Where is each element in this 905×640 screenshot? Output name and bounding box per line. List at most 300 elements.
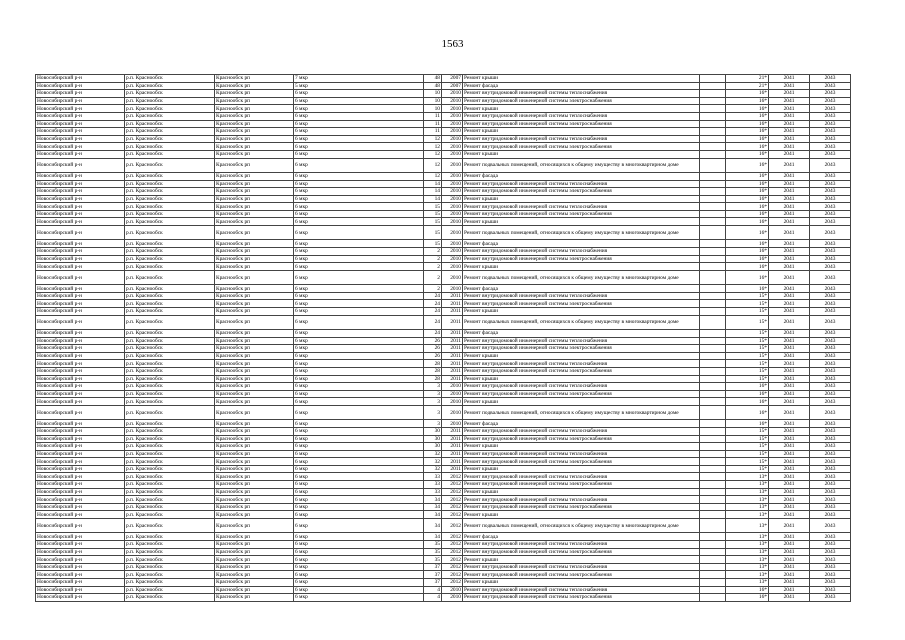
locality-cell: Краснообск рп — [215, 75, 294, 83]
dash-cell — [700, 450, 726, 458]
district-cell: Новосибирский р-н — [36, 481, 125, 489]
district-cell: Новосибирский р-н — [36, 383, 125, 391]
street-cell: 6 мкр — [294, 90, 424, 98]
settlement-cell: р.п. Краснообск — [125, 345, 215, 353]
year-built-cell: 2010 — [442, 203, 463, 211]
work-type-cell: Ремонт внутридомовой инженерной системы теплоснабжения — [463, 112, 700, 120]
plan-end-cell: 2043 — [810, 143, 851, 151]
district-cell: Новосибирский р-н — [36, 579, 125, 587]
district-cell: Новосибирский р-н — [36, 300, 125, 308]
years-cell: 16* — [726, 420, 769, 428]
year-built-cell: 2012 — [442, 488, 463, 496]
table-row — [36, 405, 851, 419]
dash-cell — [700, 503, 726, 511]
street-cell: 6 мкр — [294, 556, 424, 564]
years-cell: 13* — [726, 579, 769, 587]
plan-start-cell: 2041 — [769, 541, 810, 549]
street-cell: 6 мкр — [294, 465, 424, 473]
work-type-cell: Ремонт внутридомовой инженерной системы электроснабжения — [463, 503, 700, 511]
table-row — [36, 112, 851, 120]
work-type-cell: Ремонт внутридомовой инженерной системы теплоснабжения — [463, 337, 700, 345]
plan-start-cell: 2041 — [769, 97, 810, 105]
settlement-cell: р.п. Краснообск — [125, 390, 215, 398]
locality-cell: Краснообск рп — [215, 360, 294, 368]
plan-end-cell: 2043 — [810, 75, 851, 83]
plan-end-cell: 2043 — [810, 352, 851, 360]
dash-cell — [700, 533, 726, 541]
district-cell: Новосибирский р-н — [36, 405, 125, 419]
district-cell: Новосибирский р-н — [36, 375, 125, 383]
settlement-cell: р.п. Краснообск — [125, 594, 215, 602]
locality-cell: Краснообск рп — [215, 496, 294, 504]
plan-end-cell: 2043 — [810, 548, 851, 556]
year-built-cell: 2007 — [442, 82, 463, 90]
year-built-cell: 2011 — [442, 435, 463, 443]
plan-start-cell: 2041 — [769, 75, 810, 83]
street-cell: 6 мкр — [294, 420, 424, 428]
year-built-cell: 2011 — [442, 427, 463, 435]
plan-start-cell: 2041 — [769, 112, 810, 120]
dash-cell — [700, 120, 726, 128]
work-type-cell: Ремонт внутридомовой инженерной системы теплоснабжения — [463, 180, 700, 188]
year-built-cell: 2010 — [442, 195, 463, 203]
table-row — [36, 571, 851, 579]
plan-end-cell: 2043 — [810, 203, 851, 211]
district-cell: Новосибирский р-н — [36, 594, 125, 602]
table-row — [36, 579, 851, 587]
plan-start-cell: 2041 — [769, 337, 810, 345]
street-cell: 6 мкр — [294, 97, 424, 105]
year-built-cell: 2012 — [442, 556, 463, 564]
street-cell: 6 мкр — [294, 263, 424, 271]
street-cell: 6 мкр — [294, 270, 424, 284]
district-cell: Новосибирский р-н — [36, 488, 125, 496]
house-cell: 11 — [424, 128, 442, 136]
street-cell: 6 мкр — [294, 519, 424, 533]
years-cell: 16* — [726, 180, 769, 188]
plan-end-cell: 2043 — [810, 112, 851, 120]
year-built-cell: 2012 — [442, 571, 463, 579]
dash-cell — [700, 300, 726, 308]
district-cell: Новосибирский р-н — [36, 90, 125, 98]
settlement-cell: р.п. Краснообск — [125, 533, 215, 541]
house-cell: 26 — [424, 337, 442, 345]
work-type-cell: Ремонт внутридомовой инженерной системы электроснабжения — [463, 571, 700, 579]
year-built-cell: 2010 — [442, 188, 463, 196]
work-type-cell: Ремонт внутридомовой инженерной системы электроснабжения — [463, 458, 700, 466]
dash-cell — [700, 172, 726, 180]
district-cell: Новосибирский р-н — [36, 533, 125, 541]
work-type-cell: Ремонт внутридомовой инженерной системы электроснабжения — [463, 390, 700, 398]
house-cell: 14 — [424, 180, 442, 188]
table-row — [36, 345, 851, 353]
street-cell: 6 мкр — [294, 210, 424, 218]
house-cell: 24 — [424, 308, 442, 316]
table-row — [36, 150, 851, 158]
years-cell: 13* — [726, 519, 769, 533]
street-cell: 6 мкр — [294, 594, 424, 602]
street-cell: 6 мкр — [294, 390, 424, 398]
work-type-cell: Ремонт внутридомовой инженерной системы теплоснабжения — [463, 541, 700, 549]
year-built-cell: 2010 — [442, 263, 463, 271]
years-cell: 13* — [726, 541, 769, 549]
settlement-cell: р.п. Краснообск — [125, 203, 215, 211]
district-cell: Новосибирский р-н — [36, 285, 125, 293]
locality-cell: Краснообск рп — [215, 405, 294, 419]
street-cell: 6 мкр — [294, 367, 424, 375]
table-row — [36, 82, 851, 90]
street-cell: 6 мкр — [294, 143, 424, 151]
street-cell: 6 мкр — [294, 315, 424, 329]
plan-start-cell: 2041 — [769, 450, 810, 458]
district-cell: Новосибирский р-н — [36, 345, 125, 353]
district-cell: Новосибирский р-н — [36, 450, 125, 458]
plan-end-cell: 2043 — [810, 556, 851, 564]
year-built-cell: 2010 — [442, 240, 463, 248]
plan-end-cell: 2043 — [810, 435, 851, 443]
locality-cell: Краснообск рп — [215, 337, 294, 345]
street-cell: 6 мкр — [294, 135, 424, 143]
years-cell: 16* — [726, 158, 769, 172]
plan-start-cell: 2041 — [769, 135, 810, 143]
plan-end-cell: 2043 — [810, 292, 851, 300]
settlement-cell: р.п. Краснообск — [125, 488, 215, 496]
plan-end-cell: 2043 — [810, 90, 851, 98]
settlement-cell: р.п. Краснообск — [125, 420, 215, 428]
work-type-cell: Ремонт внутридомовой инженерной системы теплоснабжения — [463, 383, 700, 391]
locality-cell: Краснообск рп — [215, 120, 294, 128]
table-row — [36, 75, 851, 83]
plan-start-cell: 2041 — [769, 405, 810, 419]
street-cell: 6 мкр — [294, 352, 424, 360]
house-cell: 35 — [424, 556, 442, 564]
dash-cell — [700, 240, 726, 248]
years-cell: 16* — [726, 398, 769, 406]
settlement-cell: р.п. Краснообск — [125, 496, 215, 504]
year-built-cell: 2011 — [442, 443, 463, 451]
work-type-cell: Ремонт подвальных помещений, относящихся к общему имуществу в многоквартирном доме — [463, 519, 700, 533]
dash-cell — [700, 226, 726, 240]
district-cell: Новосибирский р-н — [36, 548, 125, 556]
street-cell: 6 мкр — [294, 188, 424, 196]
dash-cell — [700, 90, 726, 98]
street-cell: 6 мкр — [294, 375, 424, 383]
year-built-cell: 2010 — [442, 405, 463, 419]
plan-end-cell: 2043 — [810, 427, 851, 435]
work-type-cell: Ремонт крыши — [463, 579, 700, 587]
plan-start-cell: 2041 — [769, 473, 810, 481]
house-cell: 32 — [424, 465, 442, 473]
house-cell: 34 — [424, 533, 442, 541]
plan-end-cell: 2043 — [810, 218, 851, 226]
years-cell: 16* — [726, 240, 769, 248]
year-built-cell: 2011 — [442, 360, 463, 368]
district-cell: Новосибирский р-н — [36, 586, 125, 594]
plan-end-cell: 2043 — [810, 240, 851, 248]
plan-start-cell: 2041 — [769, 586, 810, 594]
work-type-cell: Ремонт внутридомовой инженерной системы электроснабжения — [463, 548, 700, 556]
year-built-cell: 2011 — [442, 330, 463, 338]
year-built-cell: 2010 — [442, 226, 463, 240]
street-cell: 6 мкр — [294, 533, 424, 541]
district-cell: Новосибирский р-н — [36, 541, 125, 549]
street-cell: 6 мкр — [294, 579, 424, 587]
house-cell: 33 — [424, 481, 442, 489]
table-row — [36, 398, 851, 406]
plan-end-cell: 2043 — [810, 511, 851, 519]
house-cell: 12 — [424, 158, 442, 172]
plan-end-cell: 2043 — [810, 488, 851, 496]
dash-cell — [700, 105, 726, 113]
work-type-cell: Ремонт внутридомовой инженерной системы электроснабжения — [463, 188, 700, 196]
year-built-cell: 2012 — [442, 496, 463, 504]
work-type-cell: Ремонт внутридомовой инженерной системы электроснабжения — [463, 255, 700, 263]
street-cell: 6 мкр — [294, 285, 424, 293]
locality-cell: Краснообск рп — [215, 503, 294, 511]
locality-cell: Краснообск рп — [215, 308, 294, 316]
years-cell: 15* — [726, 458, 769, 466]
settlement-cell: р.п. Краснообск — [125, 255, 215, 263]
plan-start-cell: 2041 — [769, 292, 810, 300]
years-cell: 21* — [726, 82, 769, 90]
dash-cell — [700, 337, 726, 345]
settlement-cell: р.п. Краснообск — [125, 172, 215, 180]
house-cell: 24 — [424, 330, 442, 338]
years-cell: 15* — [726, 337, 769, 345]
year-built-cell: 2010 — [442, 158, 463, 172]
table-row — [36, 367, 851, 375]
years-cell: 16* — [726, 218, 769, 226]
plan-end-cell: 2043 — [810, 383, 851, 391]
plan-start-cell: 2041 — [769, 300, 810, 308]
district-cell: Новосибирский р-н — [36, 172, 125, 180]
dash-cell — [700, 158, 726, 172]
table-row — [36, 210, 851, 218]
district-cell: Новосибирский р-н — [36, 270, 125, 284]
work-type-cell: Ремонт фасада — [463, 285, 700, 293]
district-cell: Новосибирский р-н — [36, 398, 125, 406]
district-cell: Новосибирский р-н — [36, 473, 125, 481]
work-type-cell: Ремонт подвальных помещений, относящихся к общему имуществу в многоквартирном доме — [463, 270, 700, 284]
house-cell: 3 — [424, 398, 442, 406]
house-cell: 35 — [424, 548, 442, 556]
year-built-cell: 2010 — [442, 390, 463, 398]
year-built-cell: 2010 — [442, 180, 463, 188]
years-cell: 21* — [726, 75, 769, 83]
dash-cell — [700, 263, 726, 271]
locality-cell: Краснообск рп — [215, 255, 294, 263]
plan-start-cell: 2041 — [769, 496, 810, 504]
work-type-cell: Ремонт внутридомовой инженерной системы электроснабжения — [463, 120, 700, 128]
table-row — [36, 308, 851, 316]
dash-cell — [700, 420, 726, 428]
years-cell: 16* — [726, 255, 769, 263]
table-row — [36, 465, 851, 473]
settlement-cell: р.п. Краснообск — [125, 427, 215, 435]
table-row — [36, 128, 851, 136]
locality-cell: Краснообск рп — [215, 420, 294, 428]
settlement-cell: р.п. Краснообск — [125, 511, 215, 519]
years-cell: 13* — [726, 481, 769, 489]
plan-start-cell: 2041 — [769, 105, 810, 113]
dash-cell — [700, 519, 726, 533]
dash-cell — [700, 511, 726, 519]
district-cell: Новосибирский р-н — [36, 263, 125, 271]
table-row — [36, 188, 851, 196]
year-built-cell: 2010 — [442, 135, 463, 143]
dash-cell — [700, 188, 726, 196]
settlement-cell: р.п. Краснообск — [125, 112, 215, 120]
street-cell: 6 мкр — [294, 586, 424, 594]
locality-cell: Краснообск рп — [215, 248, 294, 256]
plan-start-cell: 2041 — [769, 158, 810, 172]
plan-start-cell: 2041 — [769, 330, 810, 338]
district-cell: Новосибирский р-н — [36, 519, 125, 533]
plan-start-cell: 2041 — [769, 172, 810, 180]
district-cell: Новосибирский р-н — [36, 360, 125, 368]
house-cell: 10 — [424, 90, 442, 98]
table-row — [36, 541, 851, 549]
years-cell: 16* — [726, 405, 769, 419]
street-cell: 6 мкр — [294, 158, 424, 172]
work-type-cell: Ремонт подвальных помещений, относящихся к общему имуществу в многоквартирном доме — [463, 158, 700, 172]
district-cell: Новосибирский р-н — [36, 435, 125, 443]
street-cell: 6 мкр — [294, 226, 424, 240]
plan-start-cell: 2041 — [769, 503, 810, 511]
locality-cell: Краснообск рп — [215, 427, 294, 435]
years-cell: 13* — [726, 496, 769, 504]
table-row — [36, 255, 851, 263]
dash-cell — [700, 405, 726, 419]
plan-end-cell: 2043 — [810, 150, 851, 158]
year-built-cell: 2010 — [442, 172, 463, 180]
dash-cell — [700, 571, 726, 579]
dash-cell — [700, 556, 726, 564]
plan-end-cell: 2043 — [810, 195, 851, 203]
locality-cell: Краснообск рп — [215, 90, 294, 98]
plan-start-cell: 2041 — [769, 255, 810, 263]
locality-cell: Краснообск рп — [215, 345, 294, 353]
district-cell: Новосибирский р-н — [36, 255, 125, 263]
plan-start-cell: 2041 — [769, 390, 810, 398]
plan-start-cell: 2041 — [769, 240, 810, 248]
settlement-cell: р.п. Краснообск — [125, 226, 215, 240]
locality-cell: Краснообск рп — [215, 481, 294, 489]
dash-cell — [700, 255, 726, 263]
year-built-cell: 2010 — [442, 594, 463, 602]
table-row — [36, 285, 851, 293]
dash-cell — [700, 390, 726, 398]
years-cell: 13* — [726, 488, 769, 496]
plan-start-cell: 2041 — [769, 533, 810, 541]
locality-cell: Краснообск рп — [215, 594, 294, 602]
plan-end-cell: 2043 — [810, 594, 851, 602]
plan-start-cell: 2041 — [769, 180, 810, 188]
work-type-cell: Ремонт крыши — [463, 128, 700, 136]
table-row — [36, 360, 851, 368]
house-cell: 26 — [424, 352, 442, 360]
locality-cell: Краснообск рп — [215, 180, 294, 188]
house-cell: 30 — [424, 443, 442, 451]
years-cell: 16* — [726, 263, 769, 271]
work-type-cell: Ремонт внутридомовой инженерной системы электроснабжения — [463, 367, 700, 375]
district-cell: Новосибирский р-н — [36, 315, 125, 329]
dash-cell — [700, 367, 726, 375]
house-cell: 15 — [424, 226, 442, 240]
settlement-cell: р.п. Краснообск — [125, 465, 215, 473]
work-type-cell: Ремонт подвальных помещений, относящихся к общему имуществу в многоквартирном доме — [463, 405, 700, 419]
dash-cell — [700, 97, 726, 105]
settlement-cell: р.п. Краснообск — [125, 450, 215, 458]
house-cell: 10 — [424, 97, 442, 105]
years-cell: 16* — [726, 285, 769, 293]
street-cell: 6 мкр — [294, 503, 424, 511]
plan-end-cell: 2043 — [810, 503, 851, 511]
street-cell: 6 мкр — [294, 541, 424, 549]
house-cell: 3 — [424, 383, 442, 391]
district-cell: Новосибирский р-н — [36, 105, 125, 113]
plan-start-cell: 2041 — [769, 150, 810, 158]
dash-cell — [700, 541, 726, 549]
table-row — [36, 556, 851, 564]
years-cell: 15* — [726, 300, 769, 308]
plan-end-cell: 2043 — [810, 97, 851, 105]
locality-cell: Краснообск рп — [215, 375, 294, 383]
table-row — [36, 420, 851, 428]
locality-cell: Краснообск рп — [215, 97, 294, 105]
locality-cell: Краснообск рп — [215, 511, 294, 519]
plan-start-cell: 2041 — [769, 248, 810, 256]
settlement-cell: р.п. Краснообск — [125, 128, 215, 136]
street-cell: 6 мкр — [294, 337, 424, 345]
table-row — [36, 488, 851, 496]
district-cell: Новосибирский р-н — [36, 226, 125, 240]
locality-cell: Краснообск рп — [215, 158, 294, 172]
years-cell: 16* — [726, 120, 769, 128]
plan-end-cell: 2043 — [810, 120, 851, 128]
plan-start-cell: 2041 — [769, 315, 810, 329]
street-cell: 6 мкр — [294, 458, 424, 466]
year-built-cell: 2010 — [442, 420, 463, 428]
plan-start-cell: 2041 — [769, 195, 810, 203]
district-cell: Новосибирский р-н — [36, 458, 125, 466]
work-type-cell: Ремонт крыши — [463, 398, 700, 406]
years-cell: 15* — [726, 450, 769, 458]
locality-cell: Краснообск рп — [215, 210, 294, 218]
dash-cell — [700, 330, 726, 338]
work-type-cell: Ремонт крыши — [463, 105, 700, 113]
work-type-cell: Ремонт крыши — [463, 75, 700, 83]
plan-end-cell: 2043 — [810, 367, 851, 375]
settlement-cell: р.п. Краснообск — [125, 579, 215, 587]
dash-cell — [700, 383, 726, 391]
table-row — [36, 300, 851, 308]
year-built-cell: 2011 — [442, 308, 463, 316]
work-type-cell: Ремонт внутридомовой инженерной системы теплоснабжения — [463, 563, 700, 571]
house-cell: 14 — [424, 188, 442, 196]
plan-start-cell: 2041 — [769, 285, 810, 293]
house-cell: 11 — [424, 120, 442, 128]
plan-start-cell: 2041 — [769, 488, 810, 496]
plan-start-cell: 2041 — [769, 435, 810, 443]
year-built-cell: 2010 — [442, 105, 463, 113]
year-built-cell: 2012 — [442, 519, 463, 533]
district-cell: Новосибирский р-н — [36, 292, 125, 300]
table-row — [36, 443, 851, 451]
district-cell: Новосибирский р-н — [36, 503, 125, 511]
house-cell: 24 — [424, 315, 442, 329]
settlement-cell: р.п. Краснообск — [125, 135, 215, 143]
